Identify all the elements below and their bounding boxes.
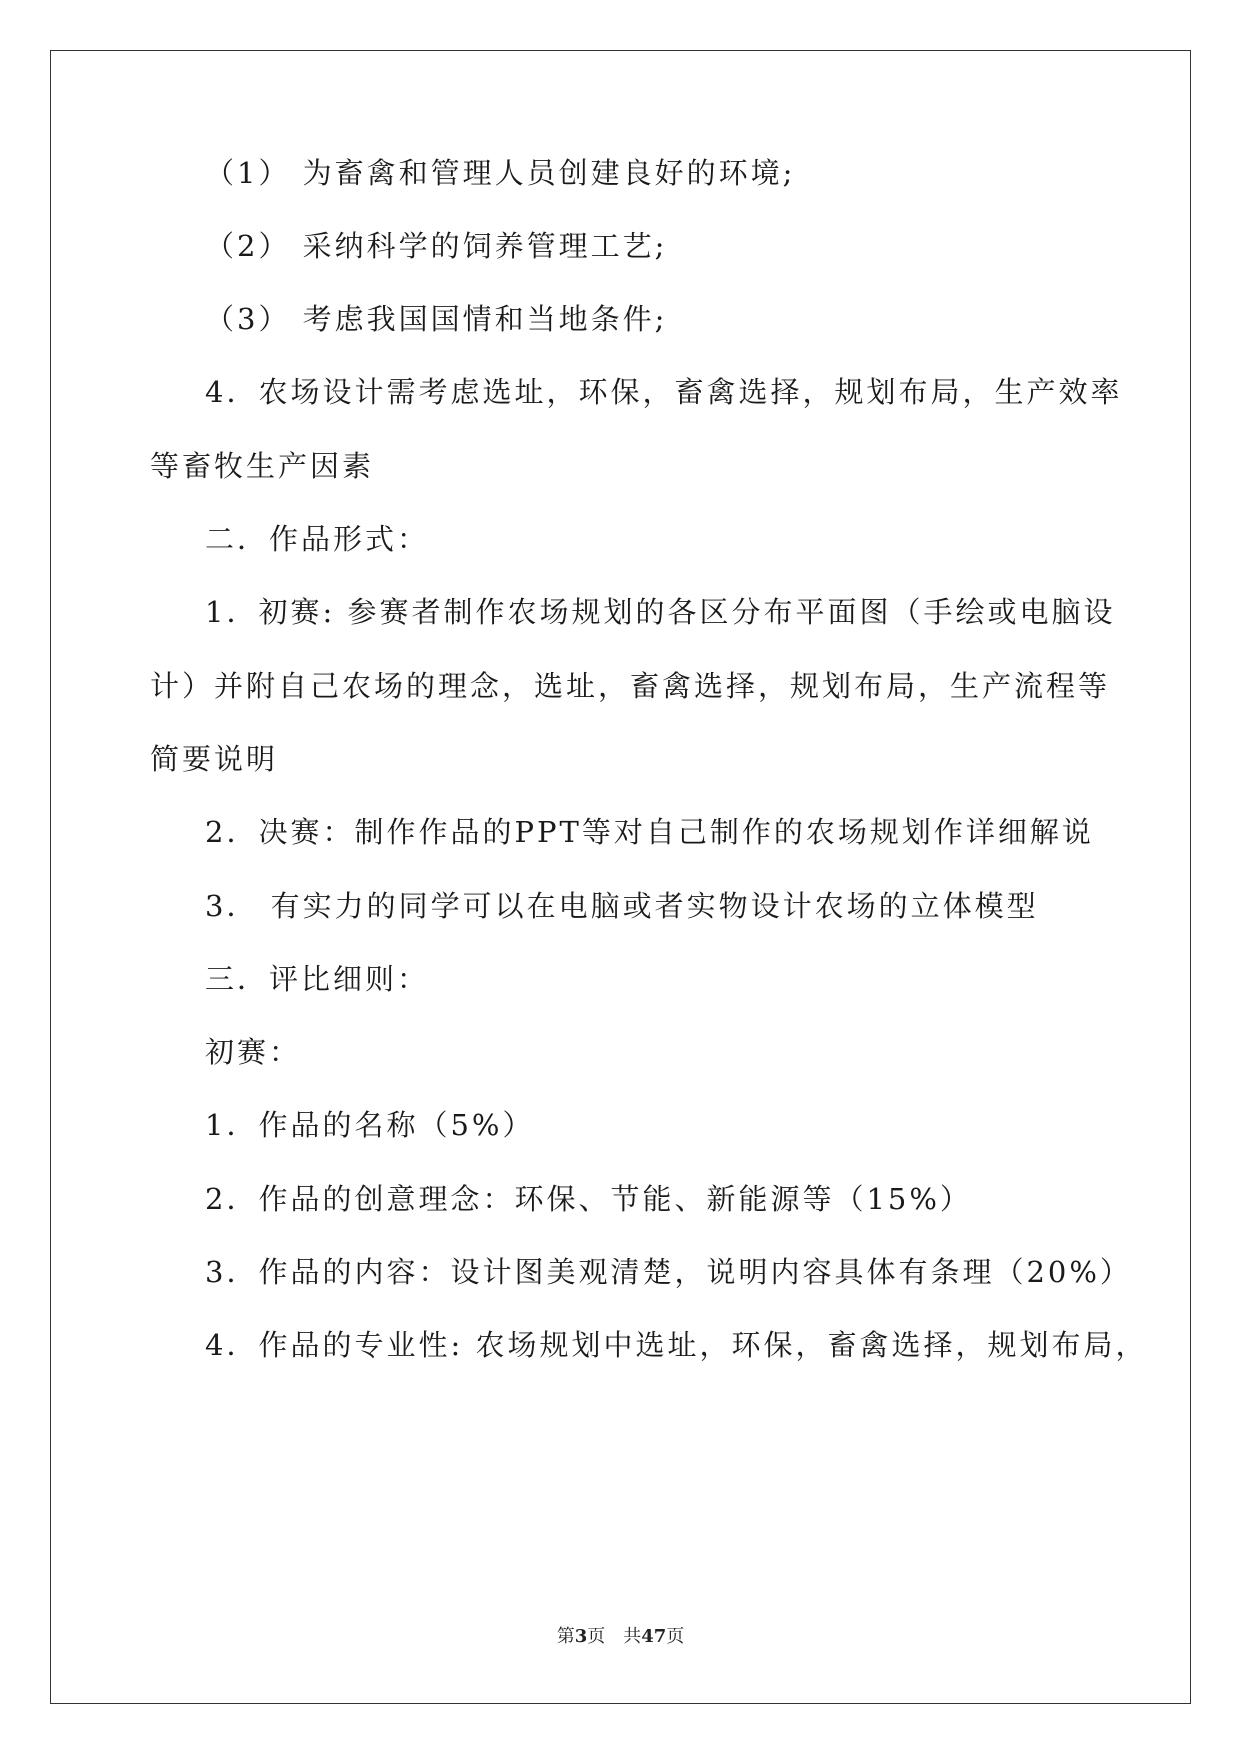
text-line-2: （2） 采纳科学的饲养管理工艺; [205,229,668,263]
text-line-7: 1．初赛: 参赛者制作农场规划的各区分布平面图（手绘或电脑设 [205,595,1116,629]
text-line-17: 4．作品的专业性: 农场规划中选址，环保，畜禽选择，规划布局， [205,1328,1148,1362]
text-line-8: 计）并附自己农场的理念，选址，畜禽选择，规划布局，生产流程等 [150,669,1111,703]
section-heading-format: 二．作品形式： [205,522,430,556]
text-line-10: 2．决赛：制作作品的PPT等对自己制作的农场规划作详细解说 [205,815,1094,849]
footer-suffix: 页 [666,1626,685,1647]
footer-mid: 页 共 [587,1626,642,1647]
text-line-15: 2．作品的创意理念：环保、节能、新能源等（15%） [205,1182,972,1216]
text-line-3: （3） 考虑我国国情和当地条件; [205,302,668,336]
text-line-11: 3． 有实力的同学可以在电脑或者实物设计农场的立体模型 [205,889,1039,923]
text-line-1: （1） 为畜禽和管理人员创建良好的环境; [205,156,796,190]
text-line-14: 1．作品的名称（5%） [205,1108,535,1142]
text-line-9: 简要说明 [150,742,279,776]
section-heading-rules: 三．评比细则： [205,962,430,996]
page-footer [0,1622,1241,1648]
current-page-number: 3 [574,1626,588,1647]
text-line-16: 3．作品的内容：设计图美观清楚，说明内容具体有条理（20%） [205,1255,1132,1289]
total-page-number: 47 [641,1626,667,1647]
text-line-4: 4．农场设计需考虑选址，环保，畜禽选择，规划布局，生产效率 [205,375,1123,409]
subheading-preliminary: 初赛： [205,1035,302,1069]
footer-prefix: 第 [556,1626,575,1647]
text-line-5: 等畜牧生产因素 [150,449,375,483]
